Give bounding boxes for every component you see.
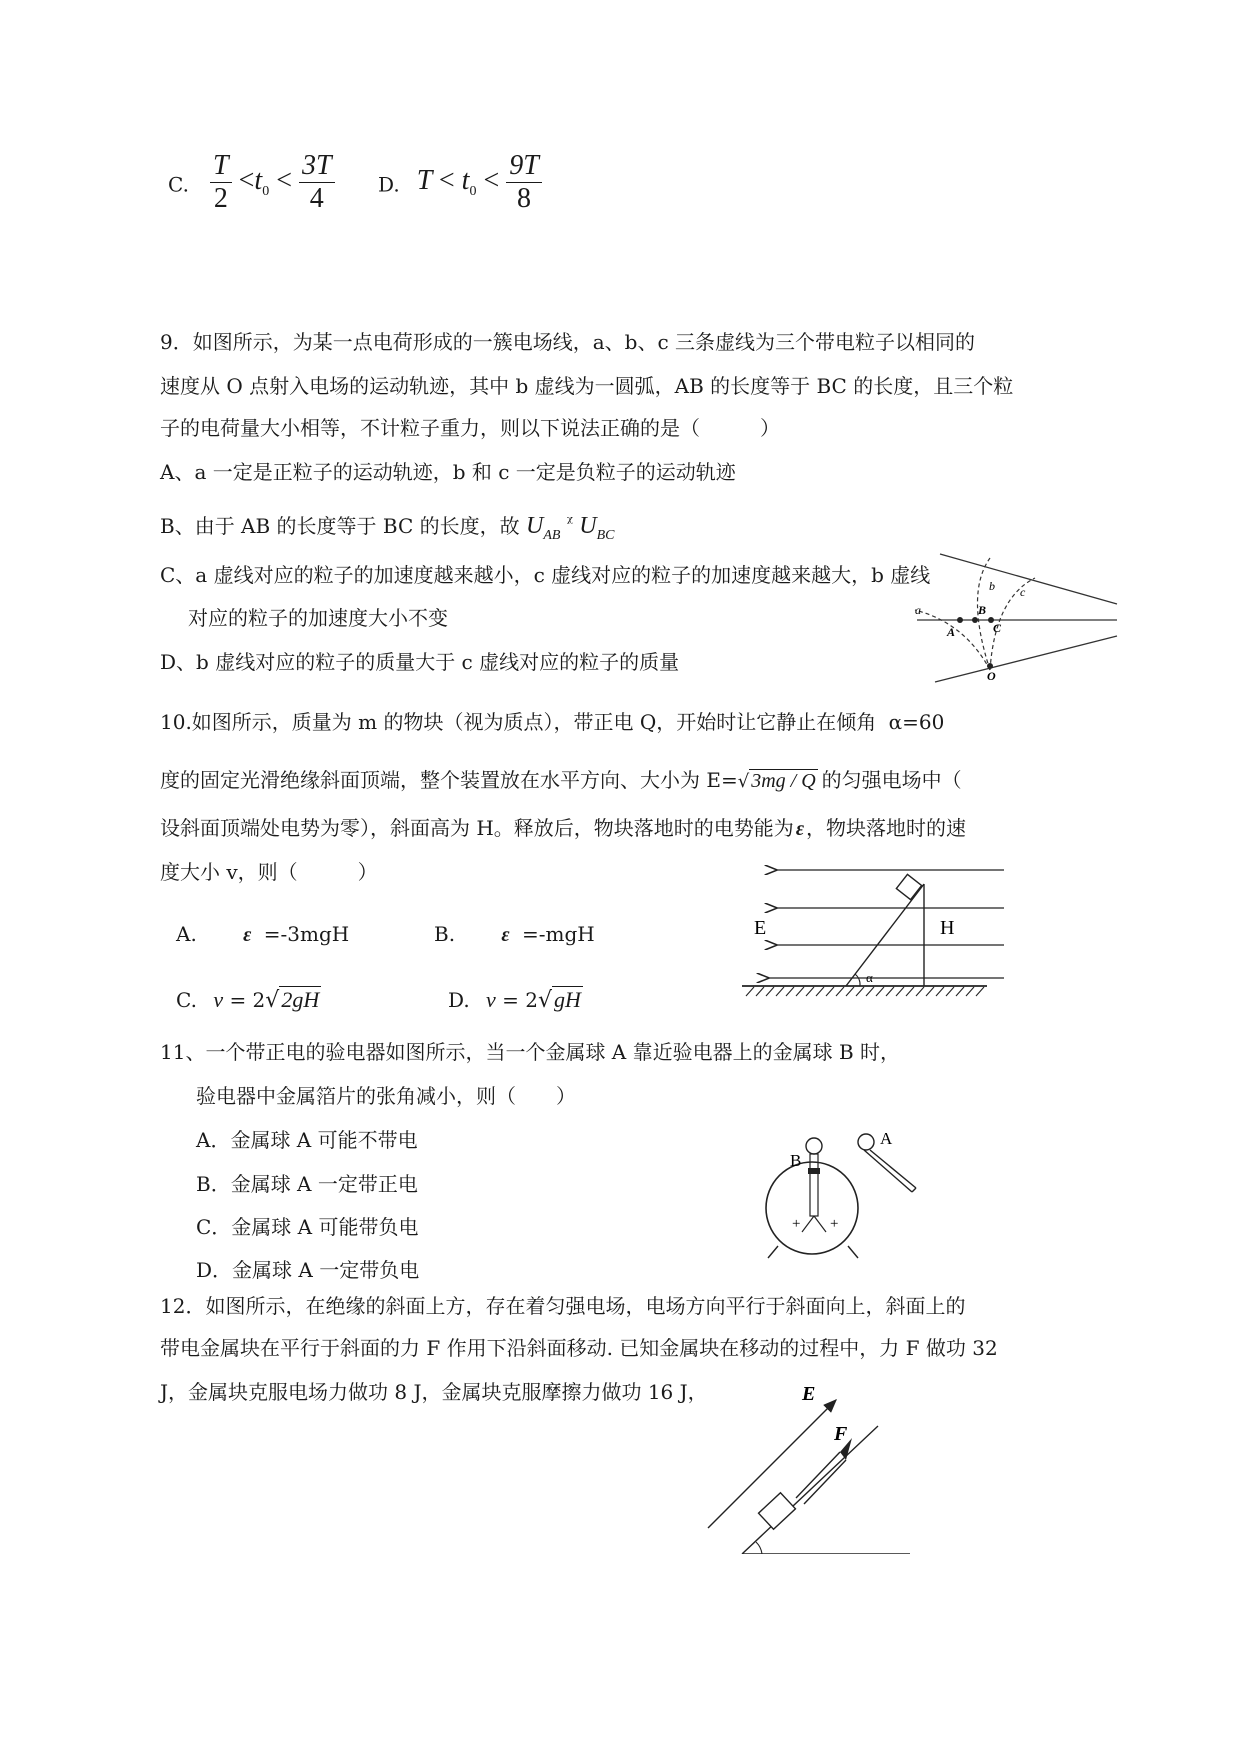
q10-line-3: 设斜面顶端处电势为零），斜面高为 H。释放后，物块落地时的电势能为 ε ，物块落地时的速 xyxy=(160,816,967,840)
svg-text:+: + xyxy=(830,1216,839,1232)
svg-text:α: α xyxy=(866,970,873,985)
q11-option-c: C．金属球 A 可能带负电 xyxy=(196,1215,419,1239)
q9-line-3: 子的电荷量大小相等，不计粒子重力，则以下说法正确的是（ ） xyxy=(160,416,780,440)
option-c-label: C. xyxy=(168,172,189,197)
svg-text:c: c xyxy=(1020,585,1026,599)
q9-option-c-line-1: C、a 虚线对应的粒子的加速度越来越小，c 虚线对应的粒子的加速度越来越大，b 虚线 xyxy=(160,563,931,587)
q10-option-c: C. v = 2√2gH xyxy=(176,987,320,1013)
q9-option-d: D、b 虚线对应的粒子的质量大于 c 虚线对应的粒子的质量 xyxy=(160,650,680,674)
q10-line-2: 度的固定光滑绝缘斜面顶端，整个装置放在水平方向、大小为 E=√ 3mg / Q 的匀强电场中（ xyxy=(160,768,962,792)
metal-ball-a xyxy=(858,1134,874,1150)
q11-option-b: B．金属球 A 一定带正电 xyxy=(196,1172,418,1196)
fraction-9t-over-8: $\frac{9T}{8}$ xyxy=(506,150,542,215)
q12-incline-figure xyxy=(700,1380,920,1554)
q8-option-c: C. $\frac{T}{2}$ $<t_0$ < $\frac{3T}{4}$ xyxy=(168,150,335,212)
svg-text:A: A xyxy=(880,1129,893,1148)
q11-electroscope-figure xyxy=(760,1120,935,1270)
q11-line-2: 验电器中金属箔片的张角减小，则（ ） xyxy=(196,1084,576,1108)
svg-text:a: a xyxy=(915,603,921,617)
q9-line-1: 9．如图所示，为某一点电荷形成的一簇电场线，a、b、c 三条虚线为三个带电粒子以相同的 xyxy=(160,330,976,354)
q10-option-d: D. v = 2√gH xyxy=(448,987,581,1013)
svg-text:F: F xyxy=(834,1423,848,1445)
svg-text:B: B xyxy=(790,1151,802,1170)
q10-option-a: A. ε =-3mgH xyxy=(176,922,350,946)
q10-line-4: 度大小 v，则（ ） xyxy=(160,860,378,884)
q10-option-b: B. ε =-mgH xyxy=(434,922,595,946)
option-d-label: D. xyxy=(378,172,400,197)
q10-incline-figure xyxy=(742,860,1010,1000)
point-a xyxy=(957,617,963,623)
fraction-t-over-2: $\frac{T}{2}$ xyxy=(210,150,232,215)
svg-text:b: b xyxy=(989,579,995,593)
svg-text:E: E xyxy=(802,1383,816,1405)
q9-option-c-line-2: 对应的粒子的加速度大小不变 xyxy=(188,606,448,630)
q11-line-1: 11、一个带正电的验电器如图所示，当一个金属球 A 靠近验电器上的金属球 B 时， xyxy=(160,1040,901,1064)
electroscope-case xyxy=(766,1162,858,1254)
svg-text:H: H xyxy=(940,917,955,939)
q8-option-d: D. $T < t_0$ < $\frac{9T}{8}$ xyxy=(378,150,542,212)
block xyxy=(896,874,921,899)
q10-line-1: 10.如图所示，质量为 m 的物块（视为质点），带正电 Q，开始时让它静止在倾角 α=60 xyxy=(160,710,945,734)
fraction-3t-over-4: $\frac{3T}{4}$ xyxy=(299,150,335,215)
q12-line-3: J，金属块克服电场力做功 8 J，金属块克服摩擦力做功 16 J， xyxy=(160,1380,708,1404)
q11-option-d: D．金属球 A 一定带负电 xyxy=(196,1258,420,1282)
svg-text:B: B xyxy=(978,603,987,617)
svg-text:A: A xyxy=(947,625,956,639)
q11-option-a: A．金属球 A 可能不带电 xyxy=(196,1128,418,1152)
svg-text:C: C xyxy=(993,621,1002,635)
svg-text:+: + xyxy=(792,1216,801,1232)
q9-field-lines-figure xyxy=(905,548,1120,688)
q12-line-2: 带电金属块在平行于斜面的力 F 作用下沿斜面移动. 已知金属块在移动的过程中，力 F 做功 32 xyxy=(160,1336,998,1360)
q9-option-b: B、由于 AB 的长度等于 BC 的长度，故 $U_{AB}$ $^ᵡ$ $U_{BC}$ xyxy=(160,512,615,543)
q9-line-2: 速度从 O 点射入电场的运动轨迹，其中 b 虚线为一圆弧，AB 的长度等于 BC 的长度，且三个粒 xyxy=(160,374,1014,398)
q12-line-1: 12．如图所示，在绝缘的斜面上方，存在着匀强电场，电场方向平行于斜面向上，斜面上的 xyxy=(160,1294,966,1318)
point-b xyxy=(972,617,978,623)
q9-option-a: A、a 一定是正粒子的运动轨迹，b 和 c 一定是负粒子的运动轨迹 xyxy=(160,460,736,484)
metal-block xyxy=(759,1493,796,1530)
metal-ball-b xyxy=(806,1138,822,1154)
svg-text:E: E xyxy=(754,917,767,939)
svg-text:O: O xyxy=(987,669,996,683)
